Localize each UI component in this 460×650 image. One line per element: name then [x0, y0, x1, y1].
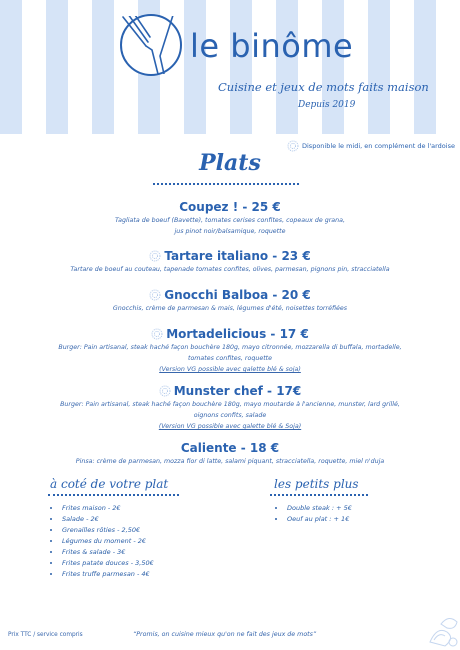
sides-title: à coté de votre plat — [50, 477, 169, 491]
dish-name: Mortadelicious - 17 € — [166, 327, 309, 341]
vegetarian-option: (Version VG possible avec galette blé & soja) — [159, 366, 301, 373]
dish-description: Pinsa: crème de parmesan, mozza fior di latte, salami piquant, stracciatella, roquette, miel n'duja — [75, 458, 385, 465]
list-item: • Frites & salade - 3€ — [61, 547, 154, 558]
extras-list — [275, 503, 352, 525]
sun-icon — [149, 289, 161, 301]
dish-description: Gnocchis, crème de parmesan & mais, légumes d'été, noisettes torréfiées — [112, 305, 348, 312]
list-item: • Grenailles rôties - 2,50€ — [61, 525, 154, 536]
list-item: • Frites maison - 2€ — [61, 503, 154, 514]
list-item: • Frites patate douces - 3,50€ — [61, 558, 154, 569]
sun-icon — [151, 328, 163, 340]
extras-title-underline — [270, 494, 368, 496]
dish-name: Munster chef - 17€ — [173, 384, 302, 398]
section-title: Plats — [199, 150, 261, 176]
dish-item — [30, 326, 430, 375]
price-note: Prix TTC / service compris — [8, 632, 83, 638]
list-item: • Double steak : + 5€ — [286, 503, 352, 514]
striped-header-background — [0, 0, 460, 134]
brand-name: le binôme — [190, 27, 354, 65]
section-title-underline — [153, 183, 299, 185]
availability-note-text: Disponible le midi, en complément de l'ardoise — [302, 142, 455, 150]
dish-item — [30, 287, 430, 314]
dish-description: Tagliata de boeuf (Bavette), tomates cerises confites, copeaux de grana, — [114, 217, 346, 224]
logo — [120, 14, 182, 76]
shells-icon — [425, 612, 460, 650]
dish-item — [30, 199, 430, 237]
dish-item — [30, 440, 430, 467]
list-item: • Oeuf au plat : + 1€ — [286, 514, 352, 525]
dish-item — [30, 248, 430, 275]
vegetarian-option: (Version VG possible avec galette blé & Soja) — [158, 423, 302, 430]
dish-item — [30, 383, 430, 432]
brand-tagline: Cuisine et jeux de mots faits maison — [218, 80, 429, 94]
extras-title: les petits plus — [274, 477, 359, 491]
dish-name: Caliente - 18 € — [180, 441, 280, 455]
sides-title-underline — [48, 494, 179, 496]
dish-description: Burger: Pain artisanal, steak haché façon bouchère 180g, mayo moutarde à l'ancienne, munster, lard grillé, — [60, 401, 400, 408]
list-item: • Légumes du moment - 2€ — [61, 536, 154, 547]
sun-icon — [149, 250, 161, 262]
list-item: • Salade - 2€ — [61, 514, 154, 525]
dish-description: Burger: Pain artisanal, steak haché façon bouchère 180g, mayo citronnée, mozzarella di buffala, mortadelle, — [58, 344, 402, 351]
sides-list — [50, 503, 154, 580]
fork-knife-icon — [122, 16, 180, 74]
footer-quote: “Promis, on cuisine mieux qu'on ne fait des jeux de mots” — [133, 631, 317, 638]
dish-description: tomates confites, roquette — [187, 355, 273, 362]
dish-name: Gnocchi Balboa - 20 € — [164, 288, 311, 302]
dish-name: Tartare italiano - 23 € — [164, 249, 311, 263]
dish-description: oignons confits, salade — [193, 412, 267, 419]
dish-description: jus pinot noir/balsamique, roquette — [174, 228, 286, 235]
dish-description: Tartare de boeuf au couteau, tapenade tomates confites, olives, parmesan, pignons pin, stracciatella — [70, 266, 390, 273]
list-item: • Frites truffe parmesan - 4€ — [61, 569, 154, 580]
sun-icon — [159, 385, 171, 397]
dish-name: Coupez ! - 25 € — [179, 200, 281, 214]
brand-since: Depuis 2019 — [298, 100, 356, 110]
